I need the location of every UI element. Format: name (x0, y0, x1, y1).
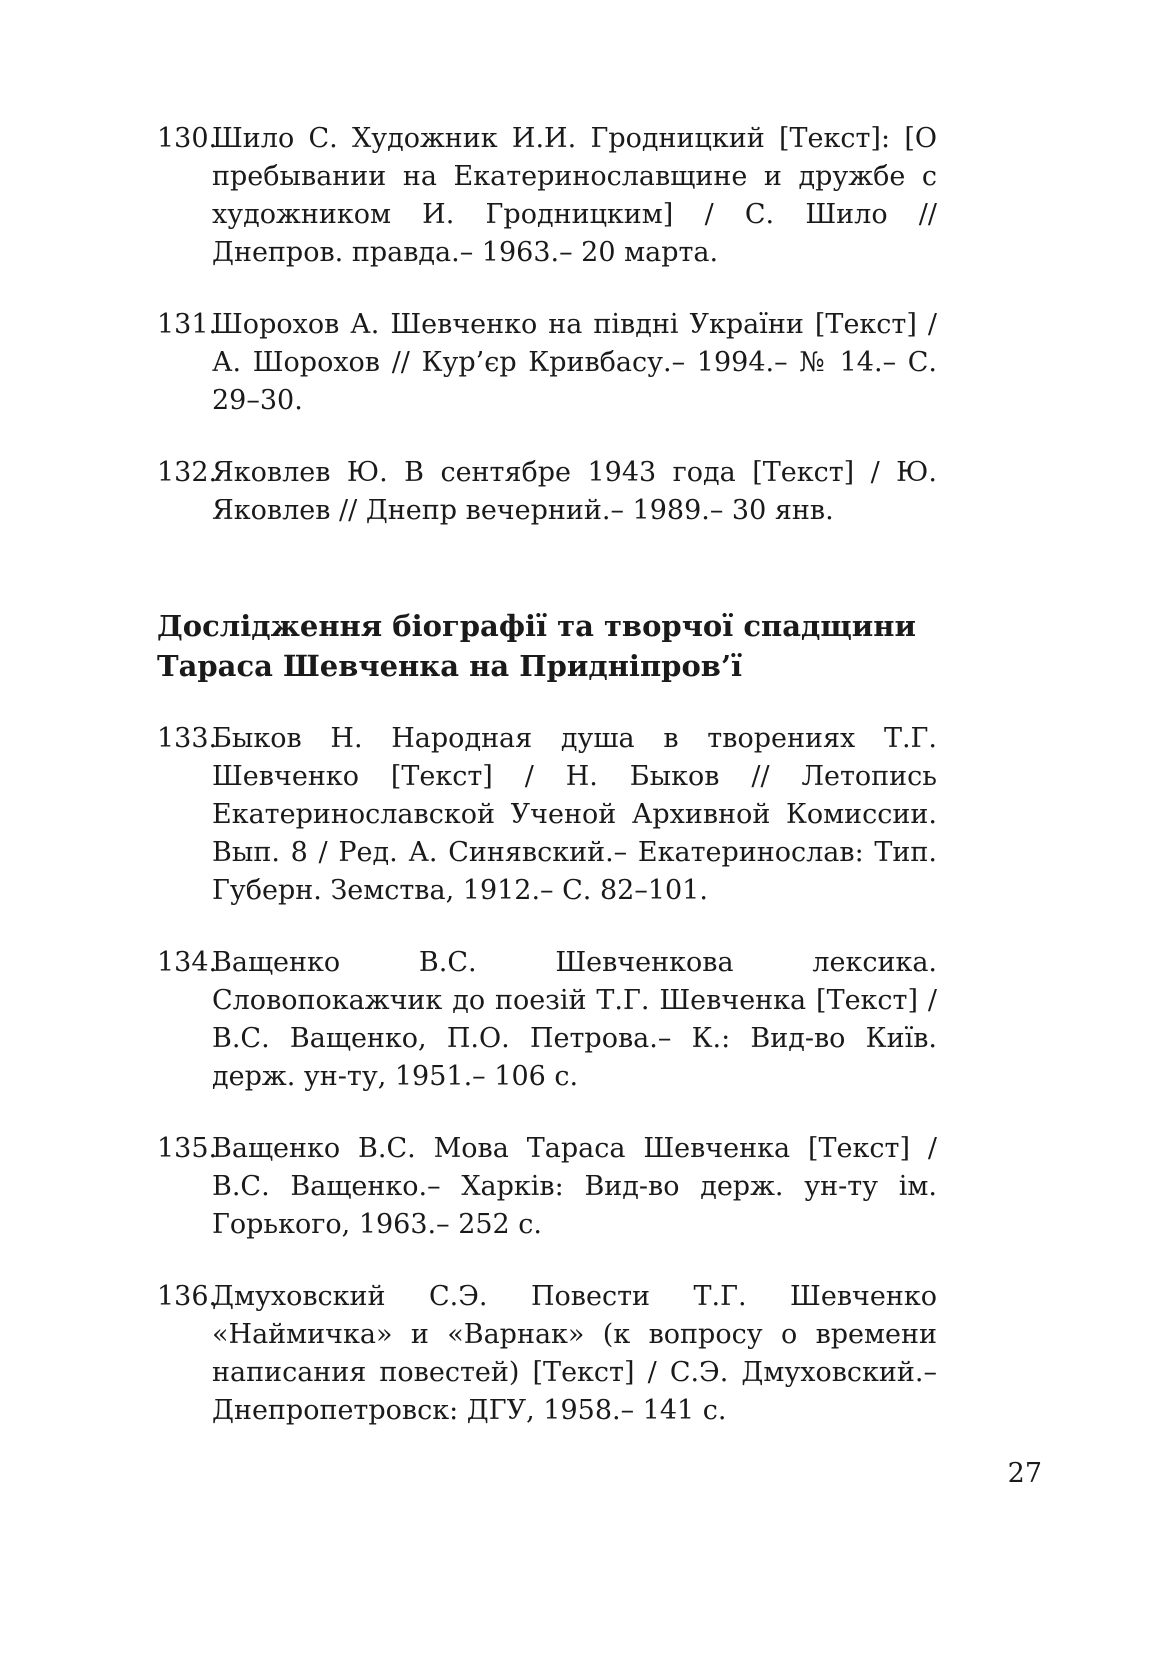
bibliography-entry-130 (157, 120, 937, 272)
entry-text: Быков Н. Народная душа в творениях Т.Г. Шевченко [Текст] / Н. Быков // Летопись Екатеринославской Ученой Архивной Комиссии. Вып. 8 / Ред. А. Синявский.– Екатеринослав: Тип. Губерн. Земства, 1912.– С. 82–101. (212, 723, 937, 906)
bibliography-entry-135 (157, 1130, 937, 1244)
entry-text: Дмуховский С.Э. Повести Т.Г. Шевченко «Наймичка» и «Варнак» (к вопросу о времени написания повестей) [Текст] / С.Э. Дмуховский.– Днепропетровск: ДГУ, 1958.– 141 с. (212, 1281, 937, 1426)
section-heading-line-1: Дослідження біографії та творчої спадщини (157, 609, 917, 643)
entry-text: Ващенко В.С. Шевченкова лексика. Словопокажчик до поезій Т.Г. Шевченка [Текст] / В.С. Ващенко, П.О. Петрова.– К.: Вид-во Київ. держ. ун-ту, 1951.– 106 с. (212, 947, 937, 1092)
bibliography-entry-132 (157, 454, 937, 530)
entry-number: 136. (157, 1281, 218, 1312)
bibliography-list-top (157, 120, 937, 564)
entry-number: 134. (157, 947, 218, 978)
entry-number: 135. (157, 1133, 218, 1164)
bibliography-entry-136 (157, 1278, 937, 1430)
entry-number: 131. (157, 309, 218, 340)
entry-number: 133. (157, 723, 218, 754)
entry-text: Шорохов А. Шевченко на півдні України [Текст] / А. Шорохов // Кур’єр Кривбасу.– 1994.– № 14.– С. 29–30. (212, 309, 937, 416)
bibliography-list-bottom (157, 720, 937, 1464)
entry-number: 132. (157, 457, 218, 488)
bibliography-entry-131 (157, 306, 937, 420)
bibliography-entry-133 (157, 720, 937, 910)
entry-number: 130. (157, 123, 218, 154)
entry-text: Ващенко В.С. Мова Тараса Шевченка [Текст] / В.С. Ващенко.– Харків: Вид-во держ. ун-ту ім. Горького, 1963.– 252 с. (212, 1133, 937, 1240)
section-heading (157, 606, 957, 686)
entry-text: Шило С. Художник И.И. Гродницкий [Текст]: [О пребывании на Екатеринославщине и дружбе с художником И. Гродницким] / С. Шило // Днепров. правда.– 1963.– 20 марта. (212, 123, 937, 268)
bibliography-entry-134 (157, 944, 937, 1096)
entry-text: Яковлев Ю. В сентябре 1943 года [Текст] / Ю. Яковлев // Днепр вечерний.– 1989.– 30 янв. (212, 457, 937, 526)
section-heading-line-2: Тараса Шевченка на Придніпров’ї (157, 649, 743, 683)
page-number: 27 (1007, 1458, 1042, 1489)
